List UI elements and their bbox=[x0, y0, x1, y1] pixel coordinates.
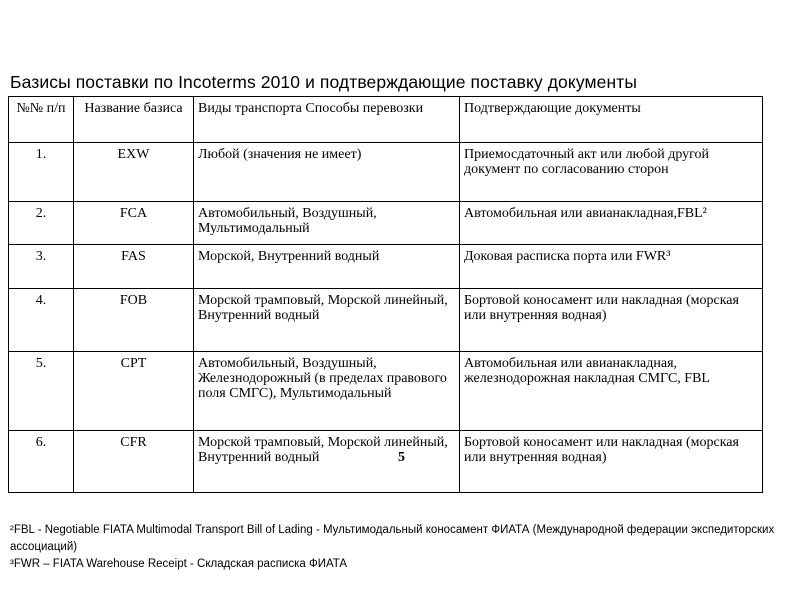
row-transport: Морской трамповый, Морской линейный, Внутренний водный bbox=[194, 289, 460, 352]
table-row bbox=[9, 431, 763, 493]
row-transport: Автомобильный, Воздушный, Мультимодальный bbox=[194, 202, 460, 245]
row-documents: Приемосдаточный акт или любой другой документ по согласованию сторон bbox=[460, 143, 763, 202]
row-num: 6. bbox=[9, 431, 74, 493]
table-row bbox=[9, 289, 763, 352]
page-number: 5 bbox=[398, 450, 405, 465]
row-num: 5. bbox=[9, 352, 74, 431]
row-basis: CFR bbox=[74, 431, 194, 493]
row-num: 2. bbox=[9, 202, 74, 245]
row-basis: EXW bbox=[74, 143, 194, 202]
header-transport: Виды транспорта Способы перевозки bbox=[194, 97, 460, 143]
row-transport: Любой (значения не имеет) bbox=[194, 143, 460, 202]
table-row bbox=[9, 352, 763, 431]
row-documents: Автомобильная или авианакладная,FBL² bbox=[460, 202, 763, 245]
row-transport: Морской трамповый, Морской линейный, Внутренний водный bbox=[198, 435, 448, 465]
row-documents: Бортовой коносамент или накладная (морская или внутренняя водная) bbox=[460, 431, 763, 493]
row-documents: Автомобильная или авианакладная, железнодорожная накладная СМГС, FBL bbox=[460, 352, 763, 431]
row-transport-cell bbox=[194, 431, 460, 493]
footnote-fbl: ²FBL - Negotiable FIATA Multimodal Transport Bill of Lading - Мультимодальный коносамент ФИАТА (Международной федерации экспедиторских ассоциаций) bbox=[10, 524, 775, 553]
footnotes bbox=[10, 522, 790, 573]
row-basis: FOB bbox=[74, 289, 194, 352]
table-row bbox=[9, 245, 763, 289]
footnote-fwr: ³FWR – FIATA Warehouse Receipt - Складская расписка ФИАТА bbox=[10, 558, 348, 570]
row-transport: Автомобильный, Воздушный, Железнодорожный (в пределах правового поля СМГС), Мультимодальный bbox=[194, 352, 460, 431]
header-num: №№ п/п bbox=[9, 97, 74, 143]
header-documents: Подтверждающие документы bbox=[460, 97, 763, 143]
row-documents: Бортовой коносамент или накладная (морская или внутренняя водная) bbox=[460, 289, 763, 352]
header-basis: Название базиса bbox=[74, 97, 194, 143]
row-num: 1. bbox=[9, 143, 74, 202]
row-num: 4. bbox=[9, 289, 74, 352]
row-num: 3. bbox=[9, 245, 74, 289]
row-transport: Морской, Внутренний водный bbox=[194, 245, 460, 289]
row-documents: Доковая расписка порта или FWR³ bbox=[460, 245, 763, 289]
row-basis: CPT bbox=[74, 352, 194, 431]
page-title: Базисы поставки по Incoterms 2010 и подтверждающие поставку документы bbox=[10, 72, 638, 92]
row-basis: FAS bbox=[74, 245, 194, 289]
table-row bbox=[9, 143, 763, 202]
row-basis: FCA bbox=[74, 202, 194, 245]
table-row bbox=[9, 202, 763, 245]
incoterms-table bbox=[8, 96, 763, 493]
table-header-row bbox=[9, 97, 763, 143]
